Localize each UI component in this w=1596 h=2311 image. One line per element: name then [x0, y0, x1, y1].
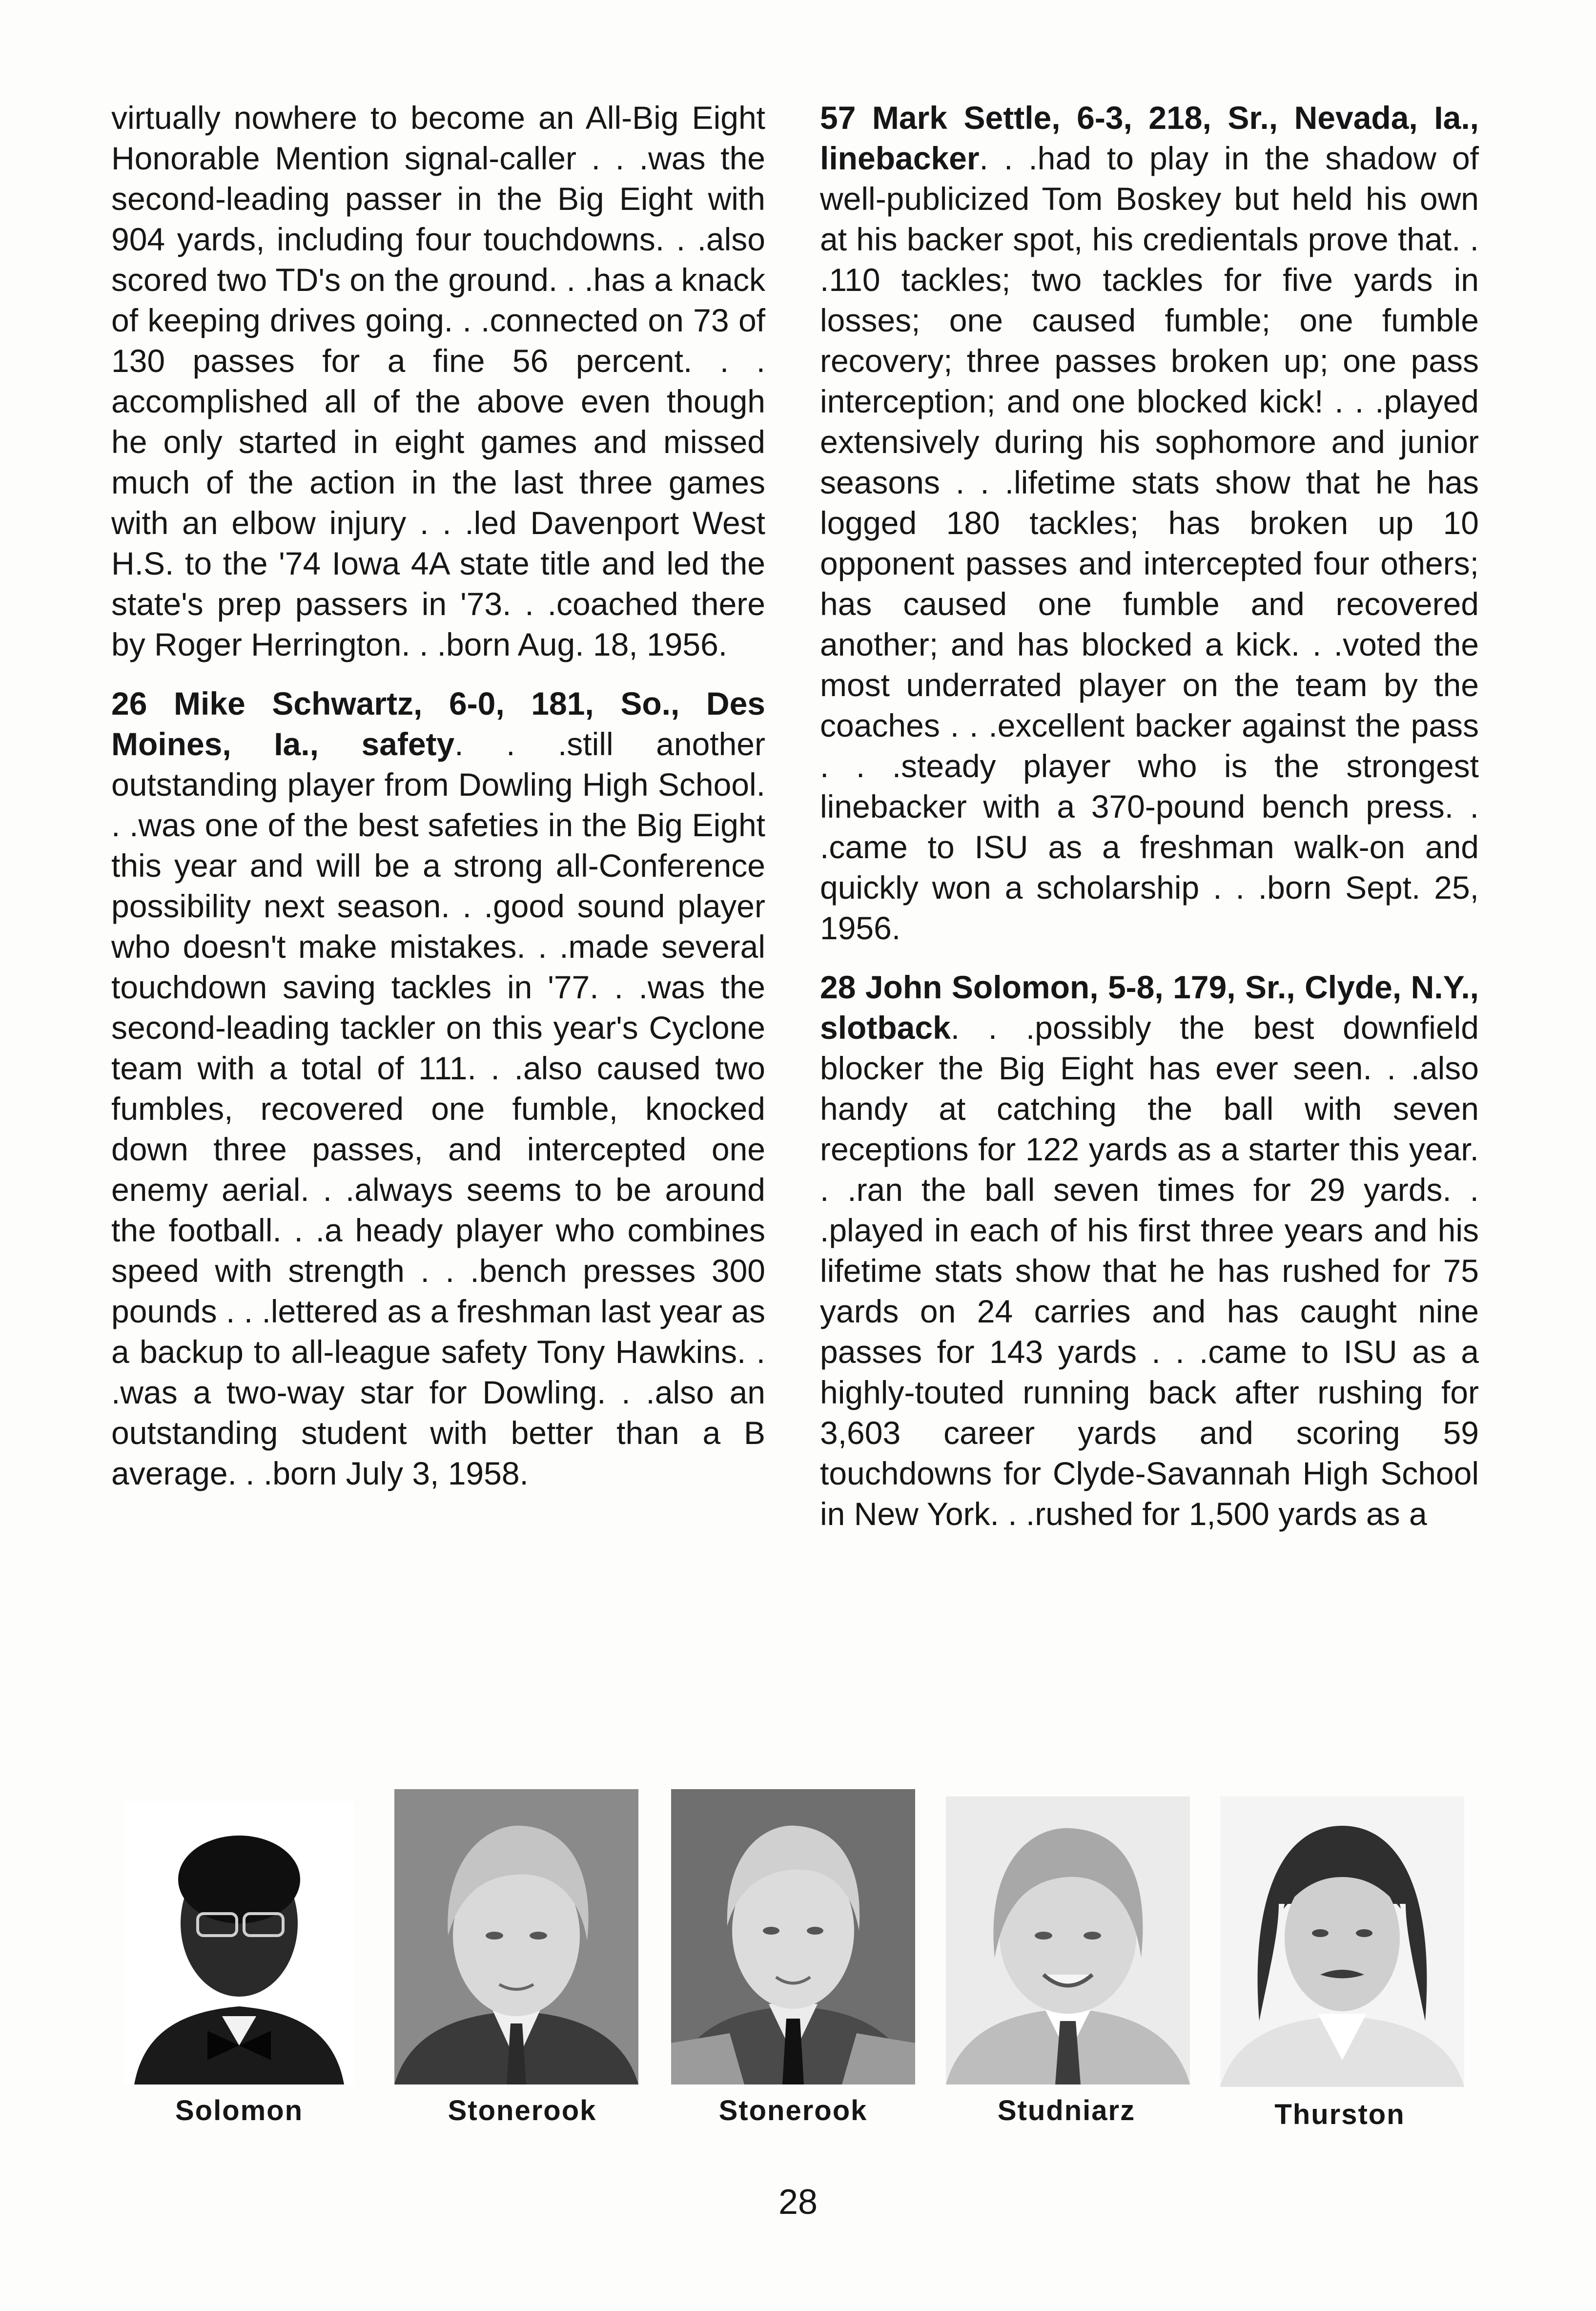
portrait-photo-solomon: [124, 1801, 368, 2094]
photo-caption-stonerook-2: Stonerook: [718, 2095, 868, 2126]
entry-57-settle: [820, 98, 1479, 949]
photo-caption-solomon: Solomon: [175, 2095, 304, 2126]
portrait-photo-stonerook-1: [394, 1789, 638, 2082]
entry-26-text: . . .still another outstanding player from Dowling High School. . .was one of the best safeties in the Big Eight this year and will be a strong all-Conference possibility next season. . .good sound player who doesn't make mistakes. . .made several touchdown saving tackles in '77. . .was the second-leading tackler on this year's Cyclone team with a total of 111. . .also caused two fumbles, recovered one fumble, knocked down three passes, and intercepted one enemy aerial. . .always seems to be around the football. . .a heady player who combines speed with strength . . .bench presses 300 pounds . . .lettered as a freshman last year as a backup to all-league safety Tony Hawkins. . .was a two-way star for Dowling. . .also an outstanding student with better than a B average. . .born July 3, 1958.: [111, 726, 765, 1491]
right-column: [820, 98, 1479, 1553]
entry-28-solomon: [820, 967, 1479, 1534]
left-column: [111, 98, 765, 1512]
portrait-photo-stonerook-2: [671, 1789, 915, 2082]
entry-continued: [111, 98, 765, 665]
page-number: 28: [778, 2183, 818, 2222]
entry-28-paragraph: [820, 967, 1479, 1534]
entry-28-heading: 28 John Solomon, 5-8, 179, Sr., Clyde, N.Y., slotback: [820, 969, 1479, 1046]
portrait-photo-thurston: [1220, 1796, 1464, 2089]
entry-57-text: . . .had to play in the shadow of well-publicized Tom Boskey but held his own at his backer spot, his credientals prove that. . .110 tackles; two tackles for five yards in losses; one caused fumble; one fumble recovery; three passes broken up; one pass interception; and one blocked kick! . . .played extensively during his sophomore and junior seasons . . .lifetime stats show that he has logged 180 tackles; has broken up 10 opponent passes and intercepted four others; has caused one fumble and recovered another; and has blocked a kick. . .voted the most underrated player on the team by the coaches . . .excellent backer against the pass . . .steady player who is the strongest linebacker with a 370-pound bench press. . .came to ISU as a freshman walk-on and quickly won a scholarship . . .born Sept. 25, 1956.: [820, 140, 1479, 946]
photo-caption-thurston: Thurston: [1274, 2099, 1405, 2130]
entry-28-text: . . .possibly the best downfield blocker the Big Eight has ever seen. . .also handy at catching the ball with seven receptions for 122 yards as a starter this year. . .ran the ball seven times for 29 yards. . .played in each of his first three years and his lifetime stats show that he has rushed for 75 yards on 24 carries and has caught nine passes for 143 yards . . .came to ISU as a highly-touted running back after rushing for 3,603 career yards and scoring 59 touchdowns for Clyde-Savannah High School in New York. . .rushed for 1,500 yards as a: [820, 1010, 1479, 1532]
photo-caption-studniarz: Studniarz: [997, 2095, 1136, 2126]
entry-continued-text: virtually nowhere to become an All-Big Eight Honorable Mention signal-caller . . .was the second-leading passer in the Big Eight with 904 yards, including four touchdowns. . .also scored two TD's on the ground. . .has a knack of keeping drives going. . .connected on 73 of 130 passes for a fine 56 percent. . . accomplished all of the above even though he only started in eight games and missed much of the action in the last three games with an elbow injury . . .led Davenport West H.S. to the '74 Iowa 4A state title and led the state's prep passers in '73. . .coached there by Roger Herrington. . .born Aug. 18, 1956.: [111, 100, 765, 662]
portrait-photo-studniarz: [946, 1796, 1190, 2089]
entry-26-schwartz: [111, 683, 765, 1494]
entry-26-heading: 26 Mike Schwartz, 6-0, 181, So., Des Moines, Ia., safety: [111, 685, 765, 762]
entry-26-paragraph: [111, 683, 765, 1494]
entry-57-paragraph: [820, 98, 1479, 949]
photo-caption-stonerook-1: Stonerook: [448, 2095, 597, 2126]
entry-57-heading: 57 Mark Settle, 6-3, 218, Sr., Nevada, Ia., linebacker: [820, 100, 1479, 176]
